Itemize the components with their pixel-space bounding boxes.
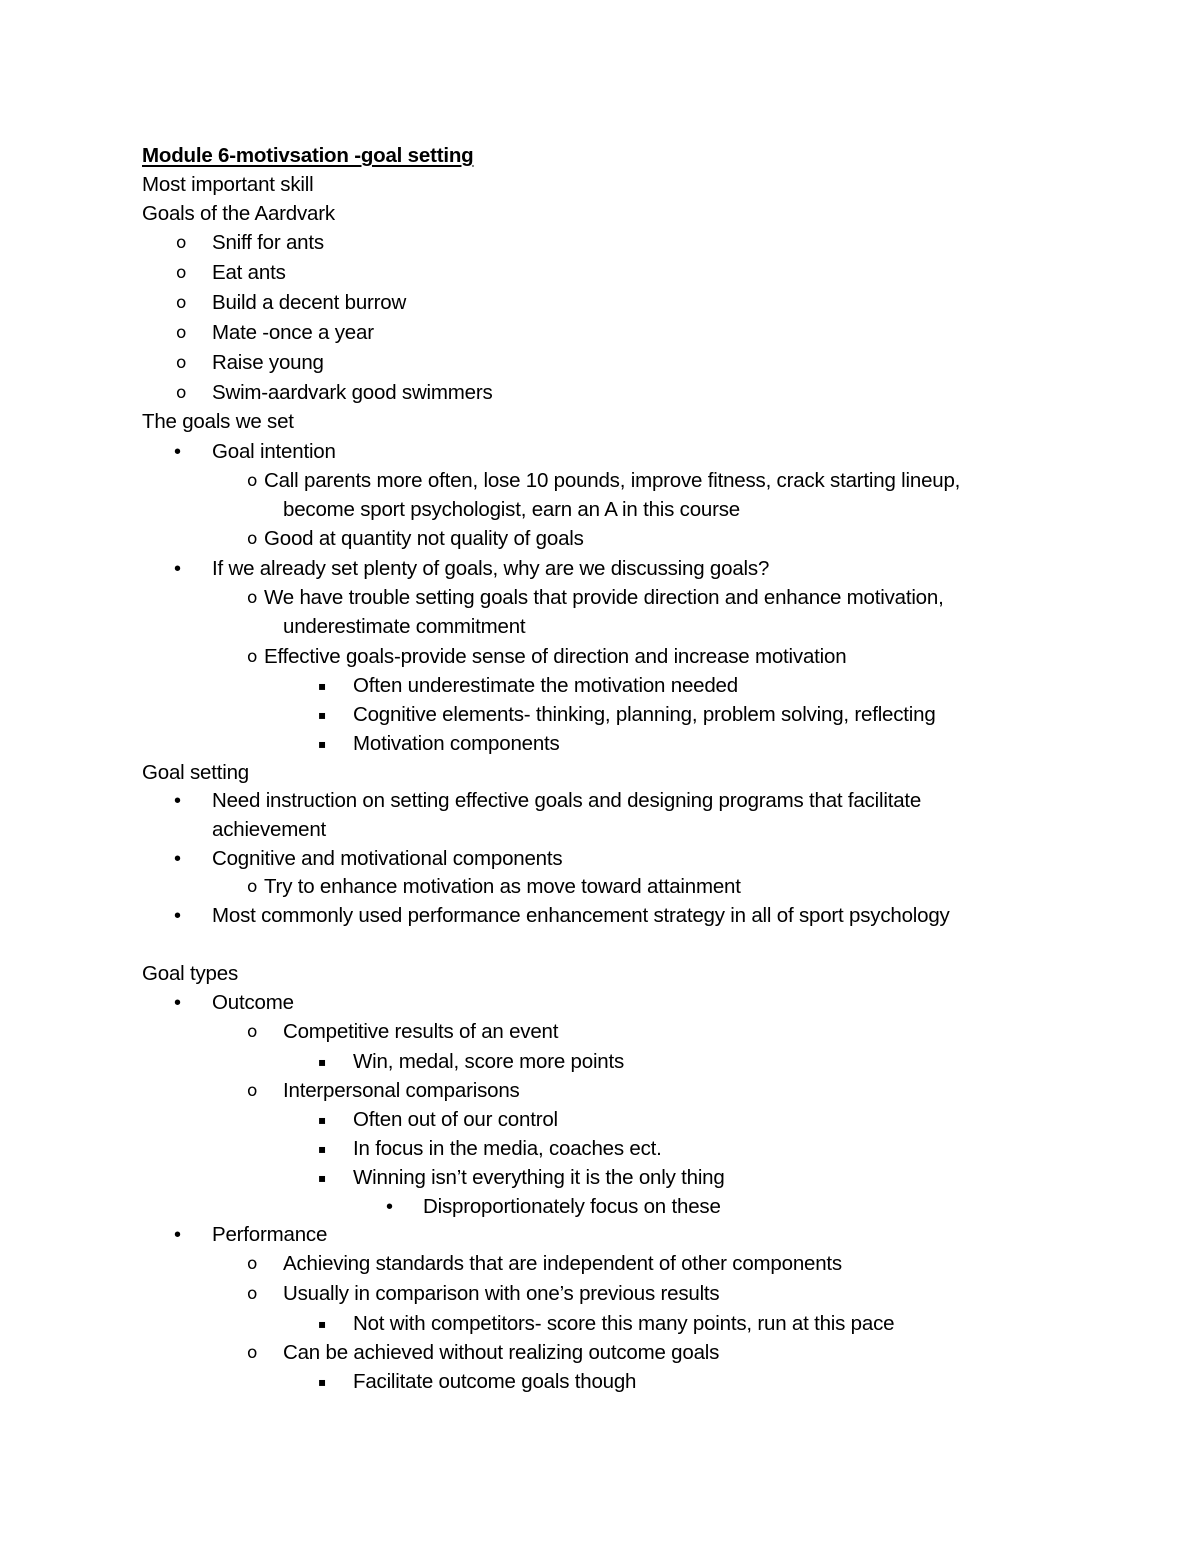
hollow-circle-bullet-icon: o [247,877,258,897]
list-item: Build a decent burrow [212,291,407,314]
hollow-circle-bullet-icon: o [176,233,187,253]
list-item: Usually in comparison with one’s previous results [283,1282,720,1305]
document-title: Module 6-motivsation -goal setting [142,144,474,167]
list-item: Motivation components [353,732,560,755]
list-item: Effective goals-provide sense of direction and increase motivation [264,645,847,668]
list-item: Winning isn’t everything it is the only thing [353,1166,725,1189]
list-item: Mate -once a year [212,321,374,344]
list-item: If we already set plenty of goals, why are we discussing goals? [212,557,770,580]
section-heading: Goal setting [142,761,249,784]
bullet-icon: • [174,558,182,580]
list-item: Eat ants [212,261,286,284]
list-item: In focus in the media, coaches ect. [353,1137,662,1160]
square-bullet-icon: ▪ [318,1055,327,1069]
section-heading: The goals we set [142,410,294,433]
list-item: Disproportionately focus on these [423,1195,721,1218]
square-bullet-icon: ▪ [318,708,327,722]
hollow-circle-bullet-icon: o [176,353,187,373]
list-item: Most commonly used performance enhancement strategy in all of sport psychology [212,904,950,927]
square-bullet-icon: ▪ [318,1142,327,1156]
list-item: Interpersonal comparisons [283,1079,520,1102]
bullet-icon: • [386,1196,394,1218]
list-item: We have trouble setting goals that provide direction and enhance motivation, [264,586,944,609]
list-item: Cognitive and motivational components [212,847,563,870]
bullet-icon: • [174,848,182,870]
list-item: Achieving standards that are independent of other components [283,1252,842,1275]
square-bullet-icon: ▪ [318,1171,327,1185]
section-heading: Goals of the Aardvark [142,202,335,225]
list-item-continuation: underestimate commitment [283,615,526,638]
bullet-icon: • [174,441,182,463]
list-item: Can be achieved without realizing outcome goals [283,1341,720,1364]
hollow-circle-bullet-icon: o [247,588,258,608]
list-item: Cognitive elements- thinking, planning, problem solving, reflecting [353,703,936,726]
list-item: Facilitate outcome goals though [353,1370,637,1393]
bullet-icon: • [174,790,182,812]
list-item: Often underestimate the motivation needed [353,674,738,697]
list-item: Win, medal, score more points [353,1050,625,1073]
square-bullet-icon: ▪ [318,1317,327,1331]
list-item: Not with competitors- score this many points, run at this pace [353,1312,895,1335]
bullet-icon: • [174,1224,182,1246]
list-item: Outcome [212,991,294,1014]
hollow-circle-bullet-icon: o [247,1022,258,1042]
square-bullet-icon: ▪ [318,679,327,693]
list-item: Sniff for ants [212,231,324,254]
hollow-circle-bullet-icon: o [247,1081,258,1101]
list-item-continuation: become sport psychologist, earn an A in this course [283,498,741,521]
list-item: Performance [212,1223,328,1246]
list-item: Raise young [212,351,324,374]
list-item-continuation: achievement [212,818,327,841]
hollow-circle-bullet-icon: o [247,1254,258,1274]
list-item: Try to enhance motivation as move toward attainment [264,875,741,898]
list-item: Competitive results of an event [283,1020,559,1043]
square-bullet-icon: ▪ [318,1375,327,1389]
text-line: Most important skill [142,173,314,196]
hollow-circle-bullet-icon: o [247,529,258,549]
hollow-circle-bullet-icon: o [176,323,187,343]
hollow-circle-bullet-icon: o [176,293,187,313]
list-item: Call parents more often, lose 10 pounds, improve fitness, crack starting lineup, [264,469,961,492]
hollow-circle-bullet-icon: o [247,1343,258,1363]
hollow-circle-bullet-icon: o [176,263,187,283]
list-item: Good at quantity not quality of goals [264,527,584,550]
list-item: Need instruction on setting effective goals and designing programs that facilitate [212,789,922,812]
hollow-circle-bullet-icon: o [247,471,258,491]
bullet-icon: • [174,992,182,1014]
bullet-icon: • [174,905,182,927]
list-item: Goal intention [212,440,336,463]
square-bullet-icon: ▪ [318,737,327,751]
list-item: Swim-aardvark good swimmers [212,381,493,404]
square-bullet-icon: ▪ [318,1113,327,1127]
hollow-circle-bullet-icon: o [247,647,258,667]
hollow-circle-bullet-icon: o [247,1284,258,1304]
list-item: Often out of our control [353,1108,558,1131]
hollow-circle-bullet-icon: o [176,383,187,403]
section-heading: Goal types [142,962,238,985]
